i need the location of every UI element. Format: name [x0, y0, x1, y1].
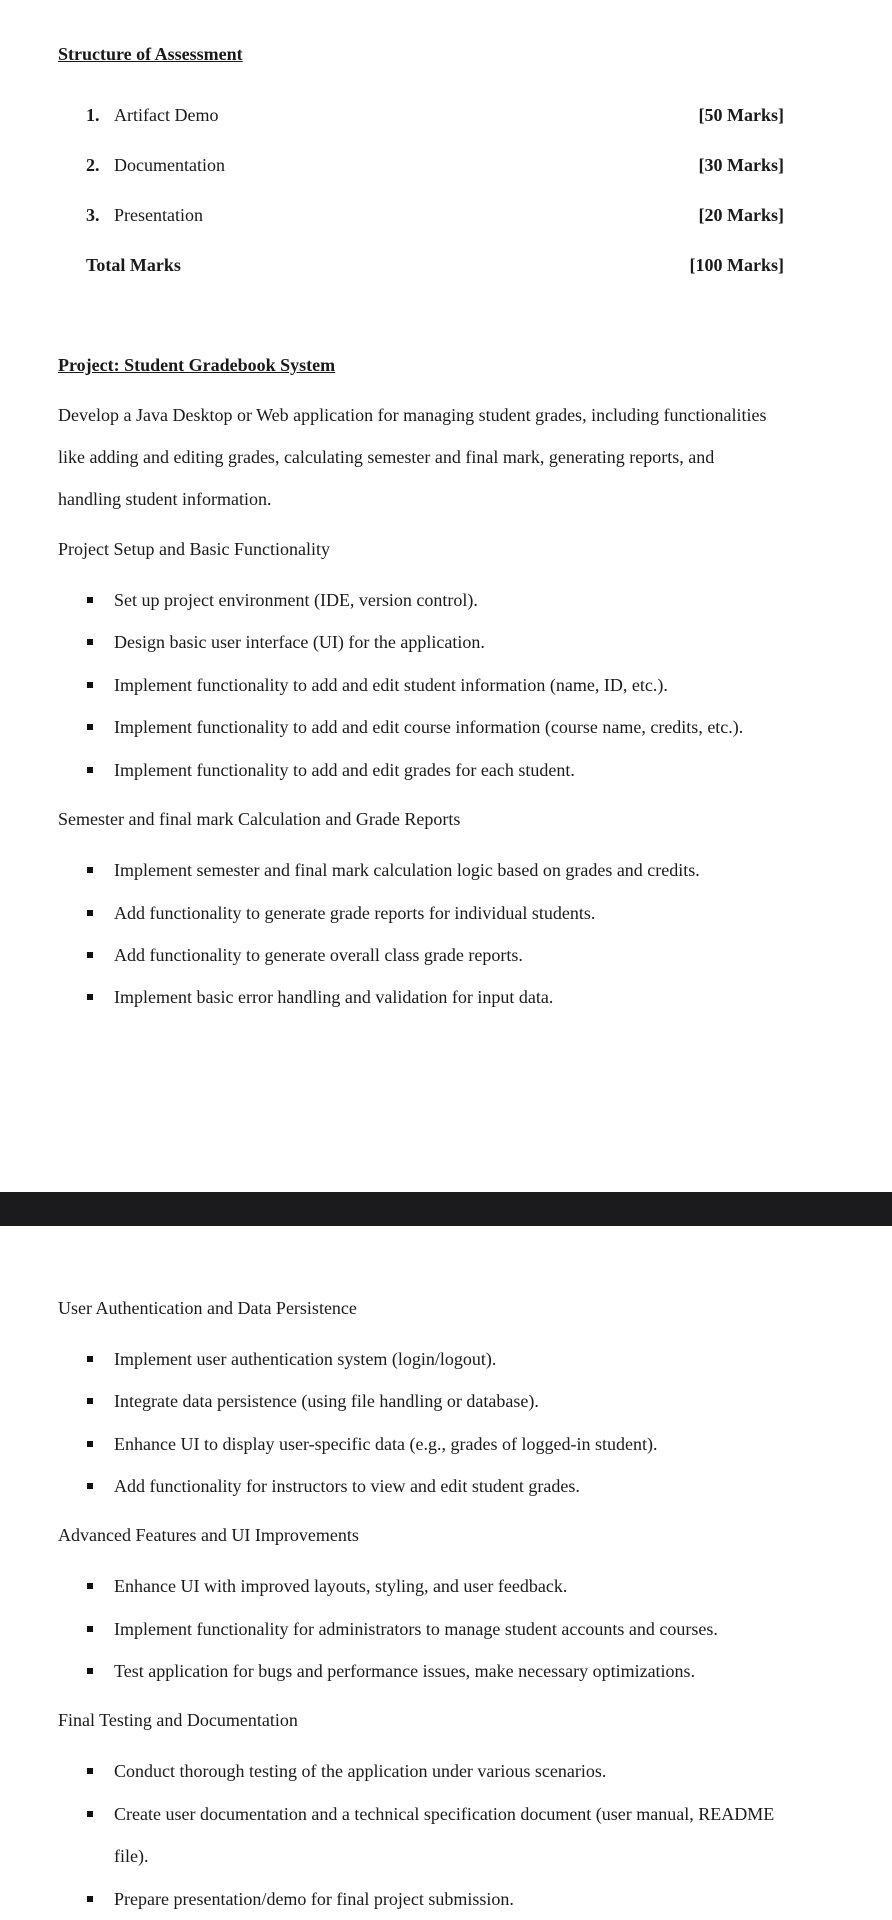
list-item: Add functionality to generate grade reports for individual students. — [114, 903, 596, 923]
assessment-item-number: 2. — [86, 155, 100, 175]
list-item: Implement functionality to add and edit grades for each student. — [114, 760, 575, 780]
bullet-square-icon — [87, 682, 93, 688]
bullet-square-icon — [87, 724, 93, 730]
list-item: Enhance UI with improved layouts, styling, and user feedback. — [114, 1576, 568, 1596]
assessment-item-number: 1. — [86, 105, 100, 125]
bullet-square-icon — [87, 1811, 93, 1817]
bullet-square-icon — [87, 1668, 93, 1674]
project-description-line: Develop a Java Desktop or Web application for managing student grades, including functionalities — [58, 405, 767, 425]
list-item: Design basic user interface (UI) for the application. — [114, 632, 485, 652]
bullet-square-icon — [87, 952, 93, 958]
list-item: Implement functionality to add and edit course information (course name, credits, etc.). — [114, 717, 744, 737]
bullet-square-icon — [87, 1583, 93, 1589]
bullet-square-icon — [87, 1896, 93, 1902]
assessment-heading: Structure of Assessment — [58, 44, 243, 64]
bullet-square-icon — [87, 639, 93, 645]
bullet-square-icon — [87, 1768, 93, 1774]
assessment-item-label: Presentation — [114, 205, 203, 225]
project-heading: Project: Student Gradebook System — [58, 355, 336, 375]
list-item: Enhance UI to display user-specific data (e.g., grades of logged-in student). — [114, 1434, 658, 1454]
list-item: Add functionality for instructors to view and edit student grades. — [114, 1476, 580, 1496]
section-title: Project Setup and Basic Functionality — [58, 539, 330, 559]
list-item: Implement functionality to add and edit student information (name, ID, etc.). — [114, 675, 668, 695]
section-title: User Authentication and Data Persistence — [58, 1298, 357, 1318]
list-item: Implement semester and final mark calculation logic based on grades and credits. — [114, 860, 700, 880]
bullet-square-icon — [87, 597, 93, 603]
assessment-item-number: 3. — [86, 205, 100, 225]
list-item: Test application for bugs and performance issues, make necessary optimizations. — [114, 1661, 696, 1681]
bullet-square-icon — [87, 1398, 93, 1404]
project-description-line: handling student information. — [58, 489, 272, 509]
bullet-square-icon — [87, 1356, 93, 1362]
total-marks-value: [100 Marks] — [689, 255, 784, 275]
total-marks-label: Total Marks — [86, 255, 181, 275]
assessment-item-label: Documentation — [114, 155, 225, 175]
list-item-continuation: file). — [114, 1846, 149, 1866]
list-item: Integrate data persistence (using file handling or database). — [114, 1391, 539, 1411]
project-description-line: like adding and editing grades, calculating semester and final mark, generating reports, and — [58, 447, 715, 467]
list-item: Implement user authentication system (login/logout). — [114, 1349, 497, 1369]
assessment-item-label: Artifact Demo — [114, 105, 219, 125]
bullet-square-icon — [87, 867, 93, 873]
list-item: Conduct thorough testing of the application under various scenarios. — [114, 1761, 607, 1781]
list-item: Create user documentation and a technical specification document (user manual, README — [114, 1804, 775, 1824]
document-page-2 — [0, 1226, 892, 1920]
assessment-item-marks: [50 Marks] — [698, 105, 784, 125]
assessment-item-marks: [20 Marks] — [698, 205, 784, 225]
bullet-square-icon — [87, 1441, 93, 1447]
section-title: Advanced Features and UI Improvements — [58, 1525, 359, 1545]
bullet-square-icon — [87, 910, 93, 916]
list-item: Add functionality to generate overall class grade reports. — [114, 945, 523, 965]
bullet-square-icon — [87, 1483, 93, 1489]
list-item: Implement functionality for administrators to manage student accounts and courses. — [114, 1619, 718, 1639]
bullet-square-icon — [87, 994, 93, 1000]
assessment-item-marks: [30 Marks] — [698, 155, 784, 175]
section-title: Final Testing and Documentation — [58, 1710, 298, 1730]
list-item: Implement basic error handling and validation for input data. — [114, 987, 554, 1007]
bullet-square-icon — [87, 767, 93, 773]
bullet-square-icon — [87, 1626, 93, 1632]
list-item: Prepare presentation/demo for final project submission. — [114, 1889, 514, 1909]
list-item: Set up project environment (IDE, version control). — [114, 590, 478, 610]
page-divider — [0, 1192, 892, 1226]
section-title: Semester and final mark Calculation and Grade Reports — [58, 809, 461, 829]
